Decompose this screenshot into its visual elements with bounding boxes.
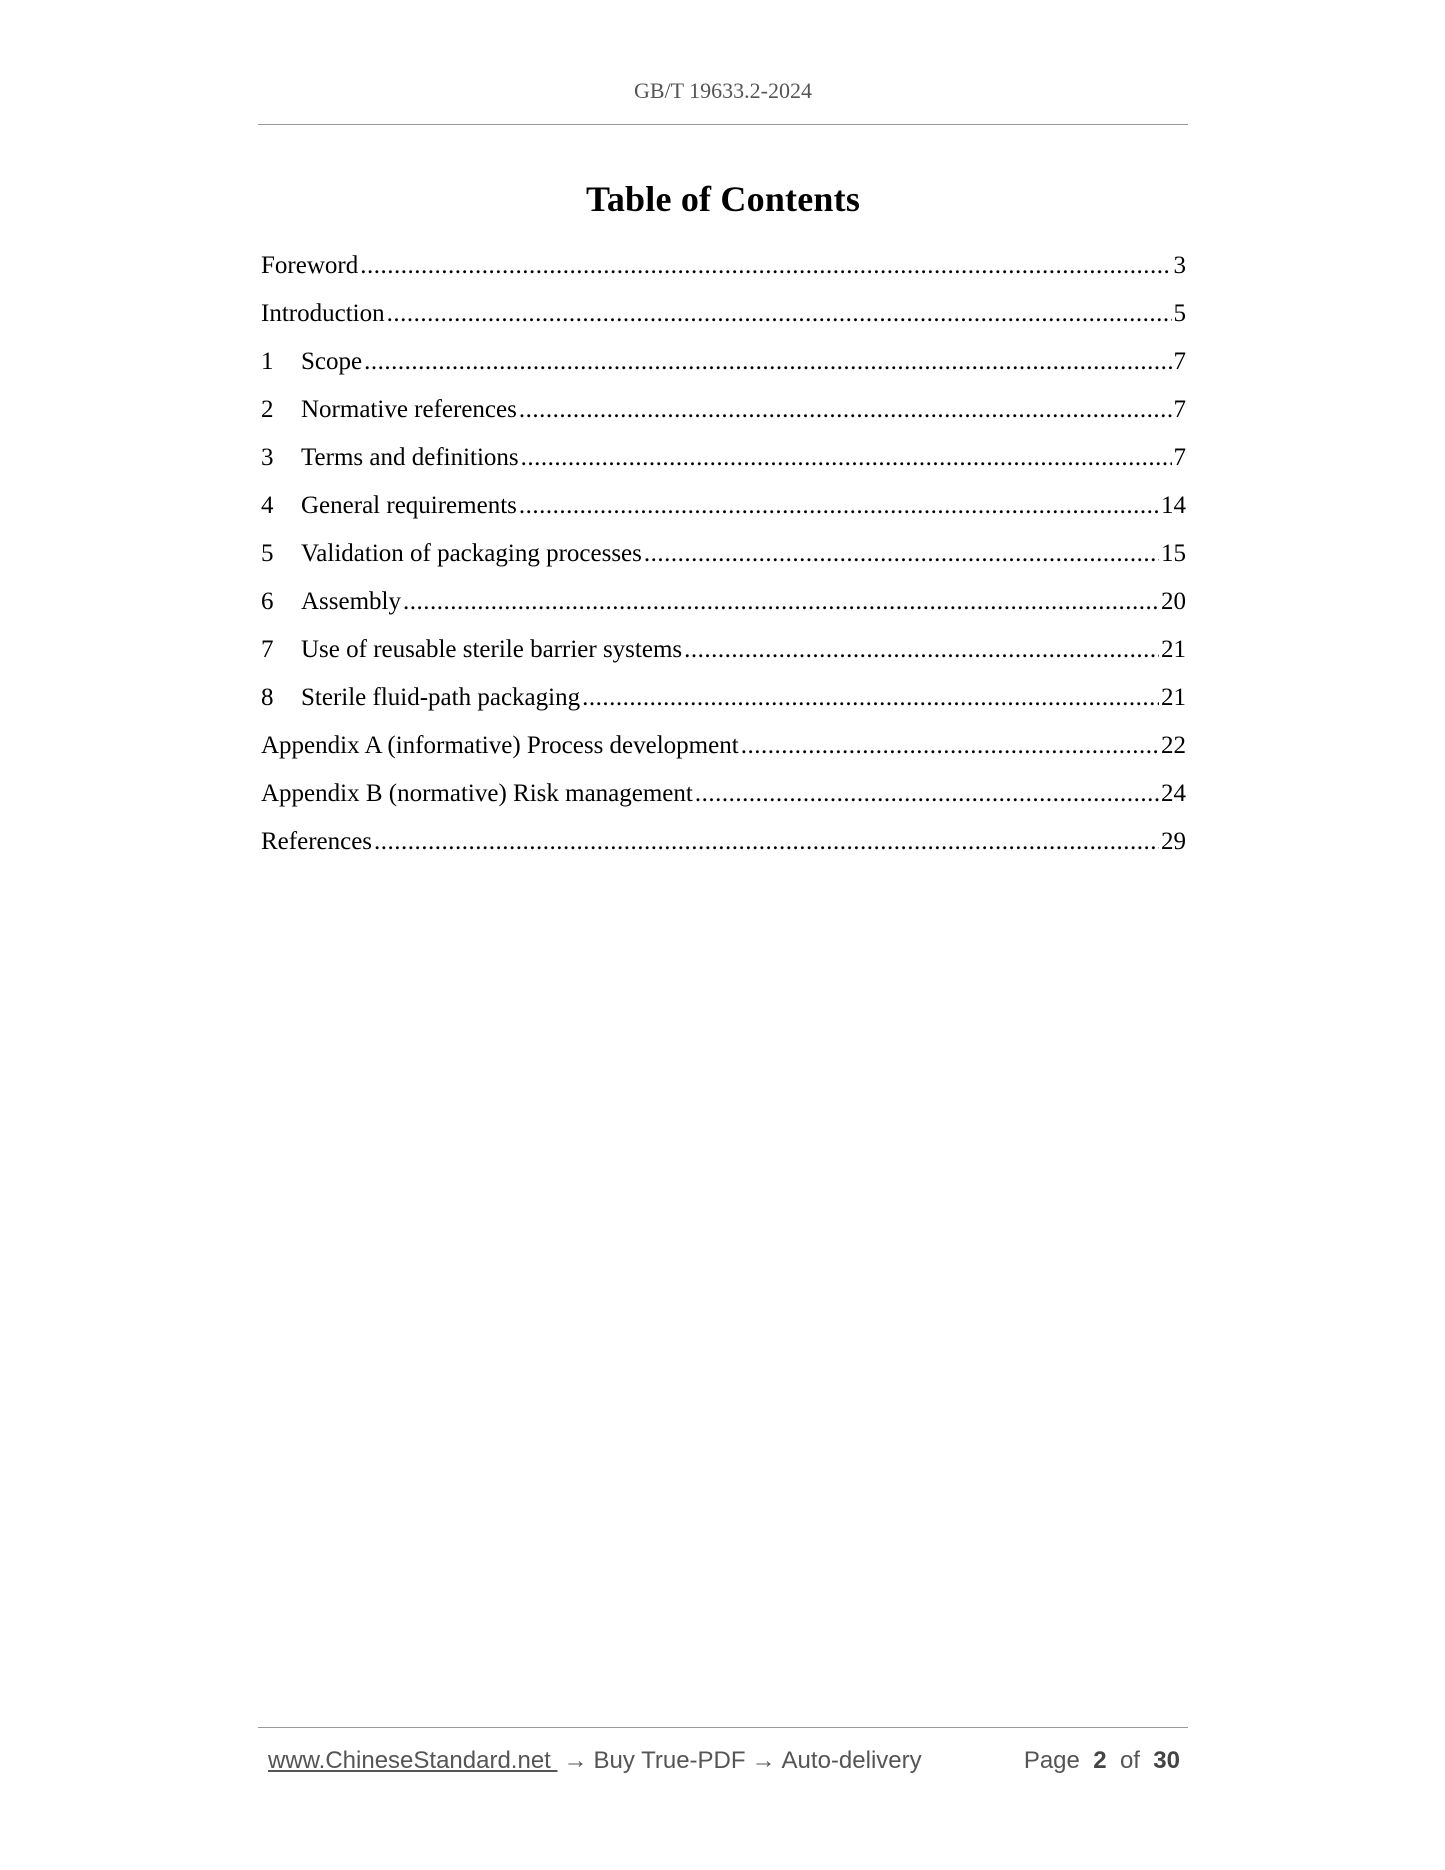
header-divider (258, 124, 1188, 125)
footer-divider (258, 1727, 1188, 1728)
toc-leader-dots (521, 440, 1172, 476)
toc-leader-dots (644, 536, 1159, 572)
toc-entry-terms-and-definitions[interactable] (261, 440, 1186, 488)
toc-leader-dots (695, 776, 1159, 812)
toc-entry-page: 29 (1161, 828, 1186, 855)
toc-entry-page: 3 (1173, 252, 1186, 279)
toc-entry-number: 5 (261, 540, 274, 567)
toc-entry-text: Appendix B (normative) Risk management (261, 780, 693, 807)
toc-entry-text: Normative references (301, 396, 517, 423)
toc-entry-text: General requirements (301, 492, 517, 519)
toc-leader-dots (741, 728, 1159, 764)
toc-entry-page: 21 (1161, 684, 1186, 711)
document-header-id: GB/T 19633.2-2024 (633, 78, 813, 103)
toc-entry-page: 24 (1161, 780, 1186, 807)
toc-entry-text: Scope (301, 348, 363, 375)
toc-leader-dots (364, 344, 1171, 380)
toc-entry-number: 1 (261, 348, 274, 375)
toc-entry-appendix-a[interactable] (261, 728, 1186, 776)
toc-entry-general-requirements[interactable] (261, 488, 1186, 536)
page-indicator (1024, 1747, 1180, 1775)
toc-leader-dots (582, 680, 1159, 716)
page-footer (268, 1744, 1180, 1778)
toc-entry-number: 6 (261, 588, 274, 615)
toc-leader-dots (519, 488, 1159, 524)
current-page-number: 2 (1093, 1747, 1107, 1774)
toc-entry-number: 7 (261, 636, 274, 663)
toc-entry-page: 7 (1173, 348, 1186, 375)
toc-entry-page: 5 (1173, 300, 1186, 327)
toc-entry-page: 15 (1161, 540, 1186, 567)
toc-entry-page: 22 (1161, 732, 1186, 759)
toc-leader-dots (684, 632, 1159, 668)
website-link[interactable]: www.ChineseStandard.net (268, 1747, 558, 1774)
page-of-label: of (1119, 1747, 1140, 1774)
toc-entry-number: 3 (261, 444, 274, 471)
right-arrow-icon: → (751, 1747, 776, 1774)
toc-entry-text: Sterile fluid-path packaging (301, 684, 581, 711)
toc-entry-text: Introduction (261, 300, 385, 327)
auto-delivery-text: Auto-delivery (781, 1747, 922, 1774)
toc-entry-references[interactable] (261, 824, 1186, 872)
toc-entry-number: 4 (261, 492, 274, 519)
toc-leader-dots (519, 392, 1172, 428)
toc-entry-validation-of-packaging-processes[interactable] (261, 536, 1186, 584)
toc-entry-foreword[interactable] (261, 248, 1186, 296)
toc-entry-scope[interactable] (261, 344, 1186, 392)
toc-leader-dots (403, 584, 1159, 620)
toc-entry-text: Foreword (261, 252, 359, 279)
toc-entry-assembly[interactable] (261, 584, 1186, 632)
toc-entry-text: Use of reusable sterile barrier systems (301, 636, 683, 663)
toc-entry-page: 14 (1161, 492, 1186, 519)
toc-entry-normative-references[interactable] (261, 392, 1186, 440)
table-of-contents (261, 248, 1186, 872)
footer-promo (268, 1747, 1024, 1775)
toc-entry-appendix-b[interactable] (261, 776, 1186, 824)
buy-true-pdf-text: Buy True-PDF (593, 1747, 746, 1774)
toc-leader-dots (374, 824, 1159, 860)
toc-entry-text: Appendix A (informative) Process development (261, 732, 739, 759)
total-page-count: 30 (1153, 1747, 1180, 1774)
toc-entry-page: 7 (1173, 444, 1186, 471)
toc-leader-dots (360, 248, 1171, 284)
toc-entry-text: Terms and definitions (301, 444, 519, 471)
toc-entry-text: Validation of packaging processes (301, 540, 642, 567)
right-arrow-icon: → (563, 1747, 588, 1774)
toc-entry-page: 21 (1161, 636, 1186, 663)
toc-entry-sterile-fluid-path-packaging[interactable] (261, 680, 1186, 728)
toc-leader-dots (387, 296, 1172, 332)
toc-entry-number: 2 (261, 396, 274, 423)
toc-entry-page: 20 (1161, 588, 1186, 615)
page-label: Page (1023, 1747, 1080, 1774)
toc-entry-text: References (261, 828, 373, 855)
toc-entry-text: Assembly (301, 588, 401, 615)
toc-entry-introduction[interactable] (261, 296, 1186, 344)
toc-entry-page: 7 (1173, 396, 1186, 423)
toc-entry-number: 8 (261, 684, 274, 711)
page-title: Table of Contents (585, 179, 861, 219)
toc-entry-reusable-sterile-barrier-systems[interactable] (261, 632, 1186, 680)
